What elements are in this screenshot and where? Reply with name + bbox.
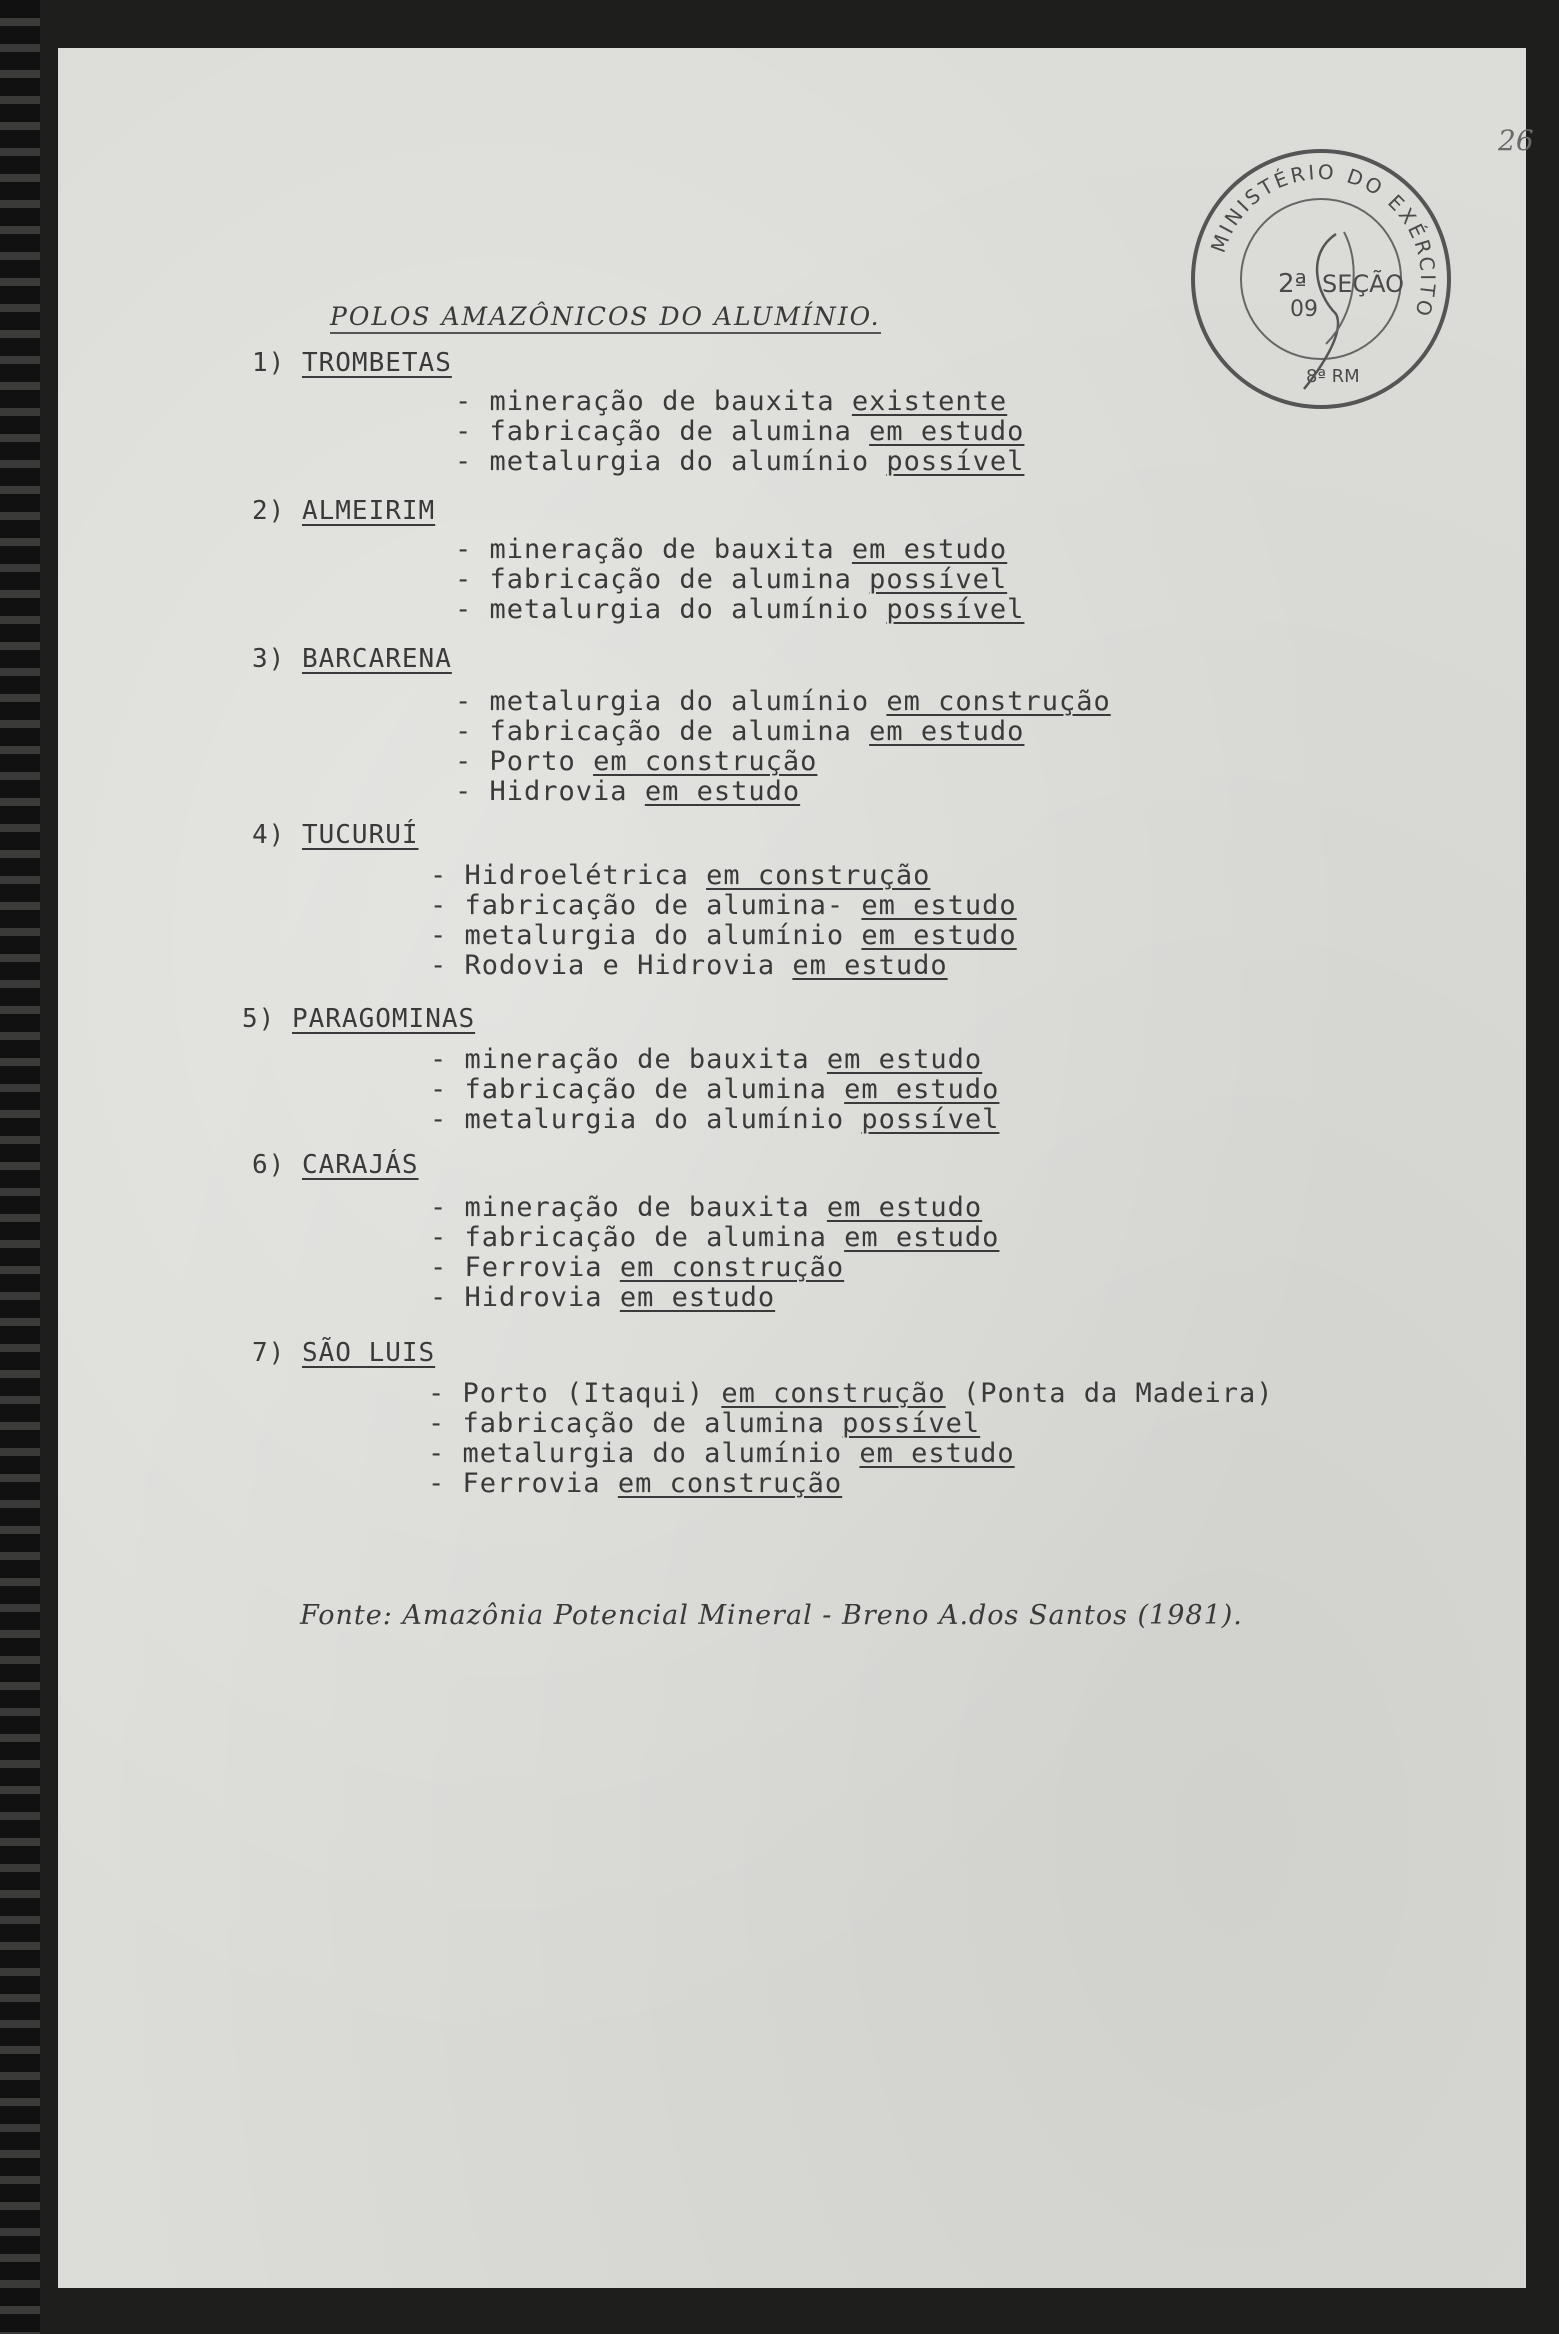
list-item xyxy=(455,564,1007,595)
bullet-dash: - xyxy=(428,1438,463,1469)
list-item xyxy=(430,950,948,981)
bullet-dash: - xyxy=(430,1074,465,1105)
list-item xyxy=(430,860,930,891)
item-activity: Porto xyxy=(489,746,594,777)
page-number: 26 xyxy=(1498,124,1534,157)
item-activity: Hidrovia xyxy=(464,1282,620,1313)
bullet-dash: - xyxy=(428,1378,463,1409)
item-activity: Hidrovia xyxy=(489,776,645,807)
list-item xyxy=(430,890,1017,921)
item-status: em estudo xyxy=(826,1044,983,1075)
item-status: em construção xyxy=(886,686,1111,717)
list-item xyxy=(455,716,1024,747)
list-item xyxy=(455,746,817,777)
item-status: em estudo xyxy=(869,416,1025,447)
item-status: em estudo xyxy=(869,716,1025,747)
bullet-dash: - xyxy=(430,950,465,981)
item-status: em construção xyxy=(721,1378,946,1409)
item-status: em estudo xyxy=(644,776,801,807)
list-item xyxy=(428,1378,1274,1409)
document-title: POLOS AMAZÔNICOS DO ALUMÍNIO. xyxy=(330,302,881,334)
bullet-dash: - xyxy=(455,776,490,807)
section-heading xyxy=(252,1338,435,1368)
film-edge xyxy=(0,0,40,2334)
svg-text:8ª RM: 8ª RM xyxy=(1306,366,1360,387)
list-item xyxy=(455,776,800,807)
bullet-dash: - xyxy=(455,564,490,595)
item-activity: fabricação de alumina xyxy=(489,416,870,447)
svg-text:2ª: 2ª xyxy=(1278,269,1307,299)
item-activity: metalurgia do alumínio xyxy=(464,920,862,951)
section-name: TROMBETAS xyxy=(301,348,452,378)
list-item xyxy=(428,1408,980,1439)
list-item xyxy=(430,1282,775,1313)
section-name: SÃO LUIS xyxy=(301,1338,436,1368)
list-item xyxy=(455,386,1007,417)
list-item xyxy=(428,1438,1015,1469)
bullet-dash: - xyxy=(430,1044,465,1075)
item-activity: metalurgia do alumínio xyxy=(489,594,887,625)
item-activity: metalurgia do alumínio xyxy=(464,1104,862,1135)
section-number: 6) xyxy=(252,1150,302,1180)
bullet-dash: - xyxy=(430,920,465,951)
source-citation: Fonte: Amazônia Potencial Mineral - Breno A.dos Santos (1981). xyxy=(300,1600,1243,1631)
list-item xyxy=(455,446,1024,477)
item-activity: metalurgia do alumínio xyxy=(462,1438,860,1469)
item-note: (Ponta da Madeira) xyxy=(945,1378,1274,1409)
item-status: possível xyxy=(886,594,1025,625)
item-activity: metalurgia do alumínio xyxy=(489,446,887,477)
item-activity: mineração de bauxita xyxy=(464,1192,827,1223)
bullet-dash: - xyxy=(430,1252,465,1283)
bullet-dash: - xyxy=(430,1222,465,1253)
section-number: 2) xyxy=(252,496,302,526)
section-name: TUCURUÍ xyxy=(301,820,419,850)
item-activity: metalurgia do alumínio xyxy=(489,686,887,717)
bullet-dash: - xyxy=(455,746,490,777)
bullet-dash: - xyxy=(430,860,465,891)
list-item xyxy=(455,686,1111,717)
bullet-dash: - xyxy=(455,594,490,625)
item-status: em construção xyxy=(619,1252,845,1283)
list-item xyxy=(455,416,1024,447)
list-item xyxy=(430,1104,999,1135)
list-item xyxy=(455,534,1007,565)
list-item xyxy=(430,920,1017,951)
list-item xyxy=(430,1192,982,1223)
section-heading xyxy=(252,348,452,378)
svg-text:09: 09 xyxy=(1290,297,1318,322)
svg-text:SEÇÃO: SEÇÃO xyxy=(1322,270,1405,298)
section-name: ALMEIRIM xyxy=(301,496,436,526)
item-status: em estudo xyxy=(861,920,1017,951)
item-status: em estudo xyxy=(619,1282,776,1313)
bullet-dash: - xyxy=(455,534,490,565)
bullet-dash: - xyxy=(428,1408,463,1439)
item-status: em estudo xyxy=(826,1192,983,1223)
item-status: possível xyxy=(886,446,1025,477)
item-status: em estudo xyxy=(851,534,1008,565)
item-status: em estudo xyxy=(859,1438,1015,1469)
bullet-dash: - xyxy=(430,1282,465,1313)
section-number: 1) xyxy=(252,348,302,378)
item-status: possível xyxy=(861,1104,1000,1135)
bullet-dash: - xyxy=(455,446,490,477)
item-status: existente xyxy=(851,386,1008,417)
svg-text:MINISTÉRIO DO EXÉRCITO: MINISTÉRIO DO EXÉRCITO xyxy=(1205,159,1441,322)
section-name: CARAJÁS xyxy=(301,1150,419,1180)
section-number: 3) xyxy=(252,644,302,674)
item-status: em estudo xyxy=(792,950,948,981)
list-item xyxy=(430,1074,999,1105)
section-name: PARAGOMINAS xyxy=(291,1004,476,1034)
item-activity: Porto (Itaqui) xyxy=(462,1378,722,1409)
bullet-dash: - xyxy=(455,386,490,417)
item-status: em estudo xyxy=(861,890,1017,921)
bullet-dash: - xyxy=(428,1468,463,1499)
section-heading xyxy=(242,1004,475,1034)
list-item xyxy=(430,1044,982,1075)
section-number: 5) xyxy=(242,1004,292,1034)
item-status: em construção xyxy=(617,1468,843,1499)
item-activity: Hidroelétrica xyxy=(464,860,707,891)
item-status: possível xyxy=(842,1408,981,1439)
list-item xyxy=(455,594,1024,625)
item-status: em estudo xyxy=(844,1222,1000,1253)
section-number: 4) xyxy=(252,820,302,850)
bullet-dash: - xyxy=(430,890,465,921)
item-activity: fabricação de alumina xyxy=(489,716,870,747)
item-status: em construção xyxy=(706,860,931,891)
item-activity: mineração de bauxita xyxy=(464,1044,827,1075)
bullet-dash: - xyxy=(430,1104,465,1135)
item-activity: fabricação de alumina xyxy=(464,1074,845,1105)
item-activity: fabricação de alumina xyxy=(464,1222,845,1253)
list-item xyxy=(430,1252,844,1283)
list-item xyxy=(428,1468,842,1499)
bullet-dash: - xyxy=(455,716,490,747)
item-status: em construção xyxy=(593,746,818,777)
section-heading xyxy=(252,1150,419,1180)
section-heading xyxy=(252,820,419,850)
item-activity: Ferrovia xyxy=(462,1468,618,1499)
item-activity: fabricação de alumina xyxy=(489,564,870,595)
bullet-dash: - xyxy=(455,686,490,717)
item-activity: Rodovia e Hidrovia xyxy=(464,950,793,981)
document-page xyxy=(58,48,1534,2288)
item-activity: mineração de bauxita xyxy=(489,386,852,417)
item-activity: mineração de bauxita xyxy=(489,534,852,565)
section-number: 7) xyxy=(252,1338,302,1368)
item-activity: Ferrovia xyxy=(464,1252,620,1283)
section-heading xyxy=(252,644,452,674)
item-activity: fabricação de alumina xyxy=(462,1408,843,1439)
bullet-dash: - xyxy=(430,1192,465,1223)
bullet-dash: - xyxy=(455,416,490,447)
section-heading xyxy=(252,496,435,526)
item-status: em estudo xyxy=(844,1074,1000,1105)
item-activity: fabricação de alumina- xyxy=(464,890,862,921)
item-status: possível xyxy=(869,564,1008,595)
section-name: BARCARENA xyxy=(301,644,452,674)
list-item xyxy=(430,1222,999,1253)
seal-stamp-icon xyxy=(1186,144,1456,414)
